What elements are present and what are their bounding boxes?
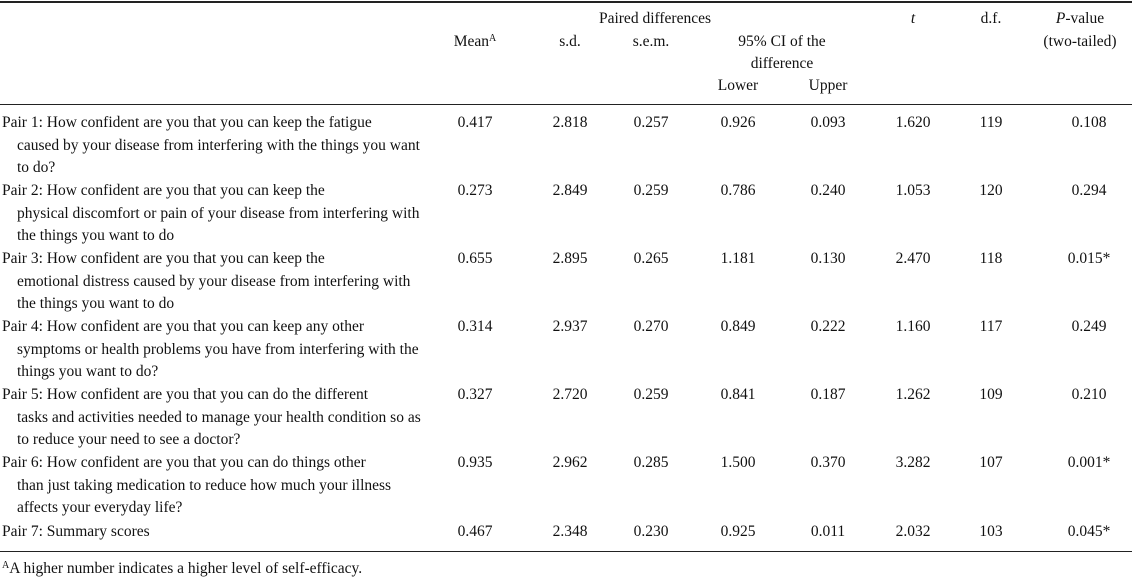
cell-p: 0.249: [1071, 318, 1107, 335]
cell-sd: 2.818: [552, 114, 588, 131]
cell-upper: 0.187: [810, 386, 846, 403]
cell-upper: 0.011: [810, 523, 846, 540]
cell-lower: 0.786: [720, 182, 756, 199]
header-df: d.f.: [980, 10, 1002, 27]
cell-p: 0.015*: [1067, 250, 1111, 267]
cell-mean: 0.273: [457, 182, 493, 199]
cell-sd: 2.348: [552, 523, 588, 540]
cell-t: 1.620: [895, 114, 931, 131]
cell-sem: 0.257: [633, 114, 669, 131]
row-label: Pair 6: How confident are you that you can do things other than just taking medication to reduce how much your illness affects your everyday life?: [2, 454, 392, 516]
header-ci-line1: 95% CI of the: [738, 33, 826, 50]
header-t: t: [910, 10, 916, 27]
cell-upper: 0.093: [810, 114, 846, 131]
bottom-rule: [0, 551, 1132, 552]
header-lower: Lower: [717, 77, 759, 94]
cell-t: 1.053: [895, 182, 931, 199]
cell-t: 3.282: [895, 454, 931, 471]
cell-p: 0.001*: [1067, 454, 1111, 471]
cell-sem: 0.265: [633, 250, 669, 267]
cell-sd: 2.849: [552, 182, 588, 199]
header-sd: s.d.: [559, 33, 581, 50]
cell-mean: 0.327: [457, 386, 493, 403]
cell-df: 107: [979, 454, 1003, 471]
table-footnote: $^A$A higher number indicates a higher level of self-efficacy.: [2, 560, 363, 577]
cell-t: 1.160: [895, 318, 931, 335]
cell-sem: 0.270: [633, 318, 669, 335]
cell-t: 2.032: [895, 523, 931, 540]
row-label: Pair 2: How confident are you that you can keep the physical discomfort or pain of your disease from interfering with the things you want to do: [2, 182, 420, 244]
cell-p: 0.108: [1071, 114, 1107, 131]
header-p-value: P-value: [1055, 10, 1105, 27]
cell-lower: 0.925: [720, 523, 756, 540]
cell-upper: 0.370: [810, 454, 846, 471]
cell-lower: 0.926: [720, 114, 756, 131]
header-p-value-line2: (two-tailed): [1043, 33, 1117, 50]
cell-sem: 0.259: [633, 386, 669, 403]
cell-lower: 1.500: [720, 454, 756, 471]
cell-upper: 0.222: [810, 318, 846, 335]
header-upper: Upper: [808, 77, 848, 94]
cell-lower: 0.849: [720, 318, 756, 335]
cell-mean: 0.417: [457, 114, 493, 131]
header-rule: [0, 104, 1132, 105]
cell-df: 117: [979, 318, 1003, 335]
cell-sem: 0.230: [633, 523, 669, 540]
cell-upper: 0.130: [810, 250, 846, 267]
cell-sd: 2.895: [552, 250, 588, 267]
row-label: Pair 5: How confident are you that you can do the different tasks and activities needed to manage your health condition so as to reduce your need to see a doctor?: [2, 386, 421, 448]
cell-sd: 2.962: [552, 454, 588, 471]
row-label: Pair 3: How confident are you that you can keep the emotional distress caused by your disease from interfering with the things you want to do: [2, 250, 411, 312]
cell-upper: 0.240: [810, 182, 846, 199]
cell-p: 0.294: [1071, 182, 1107, 199]
cell-lower: 1.181: [720, 250, 756, 267]
row-label: Pair 7: Summary scores: [2, 523, 150, 540]
cell-sem: 0.259: [633, 182, 669, 199]
cell-t: 2.470: [895, 250, 931, 267]
row-label: Pair 4: How confident are you that you can keep any other symptoms or health problems you have from interfering with the things you want to do?: [2, 318, 419, 380]
cell-mean: 0.935: [457, 454, 493, 471]
cell-mean: 0.467: [457, 523, 493, 540]
header-sem: s.e.m.: [632, 33, 670, 50]
cell-lower: 0.841: [720, 386, 756, 403]
cell-df: 103: [979, 523, 1003, 540]
cell-sd: 2.720: [552, 386, 588, 403]
cell-df: 119: [979, 114, 1003, 131]
cell-sd: 2.937: [552, 318, 588, 335]
cell-sem: 0.285: [633, 454, 669, 471]
cell-p: 0.210: [1071, 386, 1107, 403]
header-ci-line2: difference: [750, 55, 814, 72]
cell-df: 120: [979, 182, 1003, 199]
top-rule: [0, 1, 1132, 3]
cell-df: 109: [979, 386, 1003, 403]
cell-mean: 0.314: [457, 318, 493, 335]
cell-t: 1.262: [895, 386, 931, 403]
row-label: Pair 1: How confident are you that you can keep the fatigue caused by your disease from interfering with the things you want to do?: [2, 114, 420, 176]
cell-df: 118: [979, 250, 1003, 267]
cell-p: 0.045*: [1067, 523, 1111, 540]
header-paired-differences: Paired differences: [598, 10, 712, 27]
cell-mean: 0.655: [457, 250, 493, 267]
header-mean: Mean$^A$: [453, 33, 497, 50]
